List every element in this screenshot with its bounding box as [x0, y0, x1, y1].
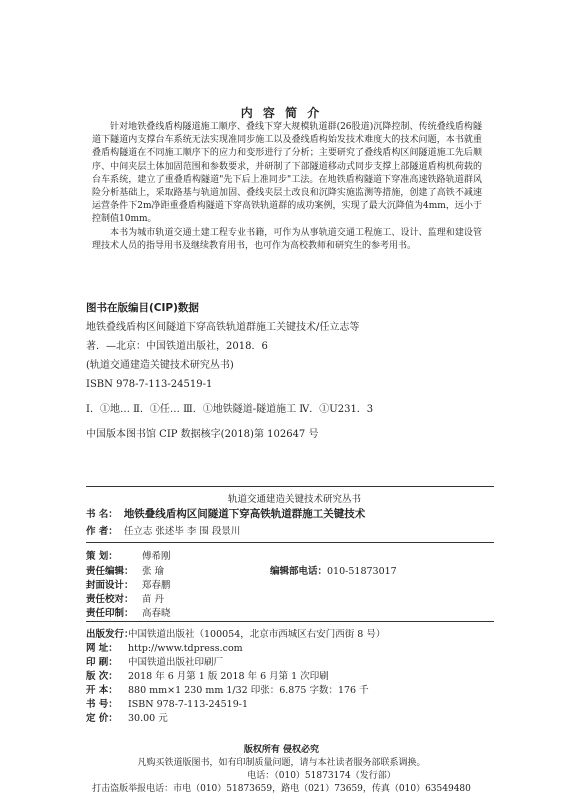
book-title-row: [86, 506, 365, 521]
publication-row: [86, 682, 369, 696]
book-title: 地铁叠线盾构区间隧道下穿高铁轨道群施工关键技术: [123, 508, 366, 520]
staff-row: [86, 548, 171, 562]
staff-value: 张 瑜: [142, 566, 165, 577]
intro-paragraph: 针对地铁叠线盾构隧道施工顺序、叠线下穿大规模轨道群(26股道)沉降控制、传统叠线盾构隧道下隧道内支撑台车系统无法实现准同步施工以及叠线盾构始发技术难度大的技术问题，本书就重叠盾构隧道在不同施工顺序下的应力和变形进行了分析；主要研究了叠线盾构区间隧道施工先后顺序、中间夹层土体加固范围和参数要求，并研制了下部隧道移动式同步支撑上部隧道盾构机荷载的台车系统，建立了重叠盾构隧道"先下后上准同步"工法。在地铁盾构隧道下穿准高速铁路轨道群风险分析基础上，采取路基与轨道加固、叠线夹层土改良和沉降实施监测等措施，创建了高铁不减速运营条件下2m净距重叠盾构隧道下穿高铁轨道群的成功案例，实现了最大沉降值为4mm，远小于控制值10mm。: [92, 122, 482, 225]
publication-row: [86, 696, 248, 710]
staff-row: [86, 591, 164, 605]
cip-line: 著．—北京：中国铁道出版社，2018．6: [86, 341, 268, 352]
cip-heading: 图书在版编目(CIP)数据: [86, 302, 199, 314]
publication-row: [86, 668, 329, 682]
staff-row: [86, 563, 164, 577]
copyright-notice: 版权所有 侵权必究: [243, 745, 320, 755]
publication-row: [86, 626, 385, 640]
publication-row: [86, 640, 243, 654]
publication-label: 印 刷：: [86, 657, 118, 668]
copyright-notice: 电话：（010）51873174（发行部）: [247, 771, 396, 781]
staff-value: 郑春鹏: [142, 580, 171, 591]
publication-value: 2018 年 6 月第 1 版 2018 年 6 月第 1 次印刷: [128, 671, 329, 682]
cip-line: Ⅰ．①地… Ⅱ．①任… Ⅲ．①地铁隧道-隧道施工 Ⅳ．①U231．3: [86, 404, 374, 415]
intro-title: 内 容 简 介: [240, 106, 323, 120]
publication-label: 出版发行：: [86, 629, 134, 640]
publication-value: http://www.tdpress.com: [128, 643, 243, 654]
authors: 任立志 张述毕 李 围 段景川: [123, 526, 241, 537]
staff-row: [86, 605, 171, 619]
publication-row: [86, 710, 168, 724]
staff-label: 责任印制：: [86, 608, 134, 619]
book-title-label: 书 名：: [86, 509, 118, 520]
staff-row: [86, 577, 171, 591]
copyright-notice: 打击盗版举报电话：市电（010）51873659，路电（021）73659，传真（010）63549480: [92, 784, 471, 794]
publication-label: 开 本：: [86, 685, 118, 696]
intro-paragraph: 本书为城市轨道交通土建工程专业书籍，可作为从事轨道交通工程施工、设计、监理和建设管理技术人员的指导用书及继续教育用书，也可作为高校教师和研究生的参考用书。: [92, 227, 482, 251]
staff-value: 傅希刚: [142, 551, 171, 562]
cip-line: ISBN 978-7-113-24519-1: [86, 379, 213, 390]
book-series: 轨道交通建造关键技术研究丛书: [228, 494, 362, 505]
publication-label: 网 址：: [86, 643, 118, 654]
cip-line: 中国版本图书馆 CIP 数据核字(2018)第 102647 号: [86, 429, 319, 440]
publication-value: 中国铁道出版社（100054，北京市西城区右安门西街 8 号）: [128, 629, 386, 640]
staff-label: 责任校对：: [86, 594, 134, 605]
staff-label: 策 划：: [86, 551, 118, 562]
editor-phone-row: [270, 563, 397, 577]
cip-line: 地铁叠线盾构区间隧道下穿高铁轨道群施工关键技术/任立志等: [86, 322, 360, 333]
cip-block: [86, 318, 373, 444]
staff-value: 苗 丹: [142, 594, 165, 605]
publication-label: 版 次：: [86, 671, 118, 682]
publication-value: 30.00 元: [128, 713, 168, 724]
divider: [86, 542, 494, 543]
publication-value: ISBN 978-7-113-24519-1: [128, 699, 248, 710]
divider: [86, 486, 494, 487]
staff-value: 高春晓: [142, 608, 171, 619]
staff-label: 封面设计：: [86, 580, 134, 591]
publication-value: 中国铁道出版社印刷厂: [128, 657, 224, 668]
editor-phone: 010-51873017: [327, 566, 397, 577]
divider: [86, 621, 494, 622]
intro-body: [92, 121, 482, 253]
publication-label: 定 价：: [86, 713, 118, 724]
authors-label: 作 者：: [86, 526, 118, 537]
publication-value: 880 mm×1 230 mm 1/32 印张：6.875 字数：176 千: [128, 685, 369, 696]
staff-label: 责任编辑：: [86, 566, 134, 577]
publication-label: 书 号：: [86, 699, 118, 710]
editor-phone-label: 编辑部电话：: [270, 566, 328, 577]
publication-row: [86, 654, 223, 668]
authors-row: [86, 523, 240, 537]
cip-line: (轨道交通建造关键技术研究丛书): [86, 360, 234, 371]
copyright-notice: 凡购买铁道版图书，如有印制质量问题，请与本社读者服务部联系调换。: [137, 758, 426, 768]
